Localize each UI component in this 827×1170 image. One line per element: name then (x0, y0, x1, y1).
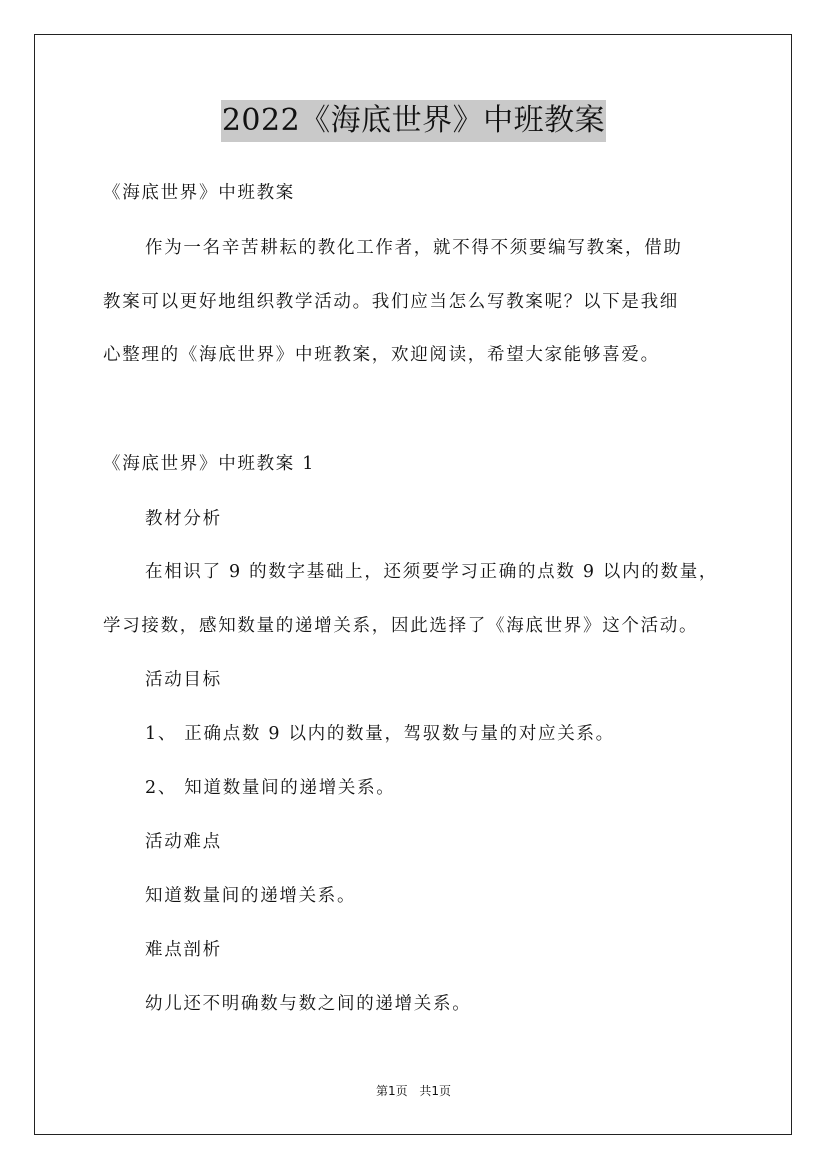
analysis-line-1: 在相识了 9 的数字基础上，还须要学习正确的点数 9 以内的数量， (145, 562, 719, 582)
title-container (0, 100, 827, 142)
heading-analysis: 教材分析 (145, 509, 222, 529)
document-subtitle: 《海底世界》中班教案 (103, 183, 295, 203)
document-title: 2022《海底世界》中班教案 (221, 100, 606, 142)
heading-difficulty: 活动难点 (145, 832, 222, 852)
heading-goals: 活动目标 (145, 670, 222, 690)
intro-line-2: 教案可以更好地组织教学活动。我们应当怎么写教案呢？以下是我细 (103, 292, 679, 312)
page-number: 第1页 (375, 1084, 408, 1098)
intro-line-3: 心整理的《海底世界》中班教案，欢迎阅读，希望大家能够喜爱。 (103, 345, 660, 365)
section-title: 《海底世界》中班教案 1 (103, 454, 316, 474)
difficulty-analysis-text: 幼儿还不明确数与数之间的递增关系。 (145, 994, 472, 1014)
page-footer (0, 1083, 827, 1099)
intro-line-1: 作为一名辛苦耕耘的教化工作者，就不得不须要编写教案，借助 (145, 238, 683, 258)
goal-item-1: 1、 正确点数 9 以内的数量，驾驭数与量的对应关系。 (145, 724, 615, 744)
difficulty-text: 知道数量间的递增关系。 (145, 886, 357, 906)
analysis-line-2: 学习接数，感知数量的递增关系，因此选择了《海底世界》这个活动。 (103, 616, 699, 636)
page-total: 共1页 (419, 1084, 452, 1098)
heading-difficulty-analysis: 难点剖析 (145, 940, 222, 960)
goal-item-2: 2、 知道数量间的递增关系。 (145, 778, 396, 798)
